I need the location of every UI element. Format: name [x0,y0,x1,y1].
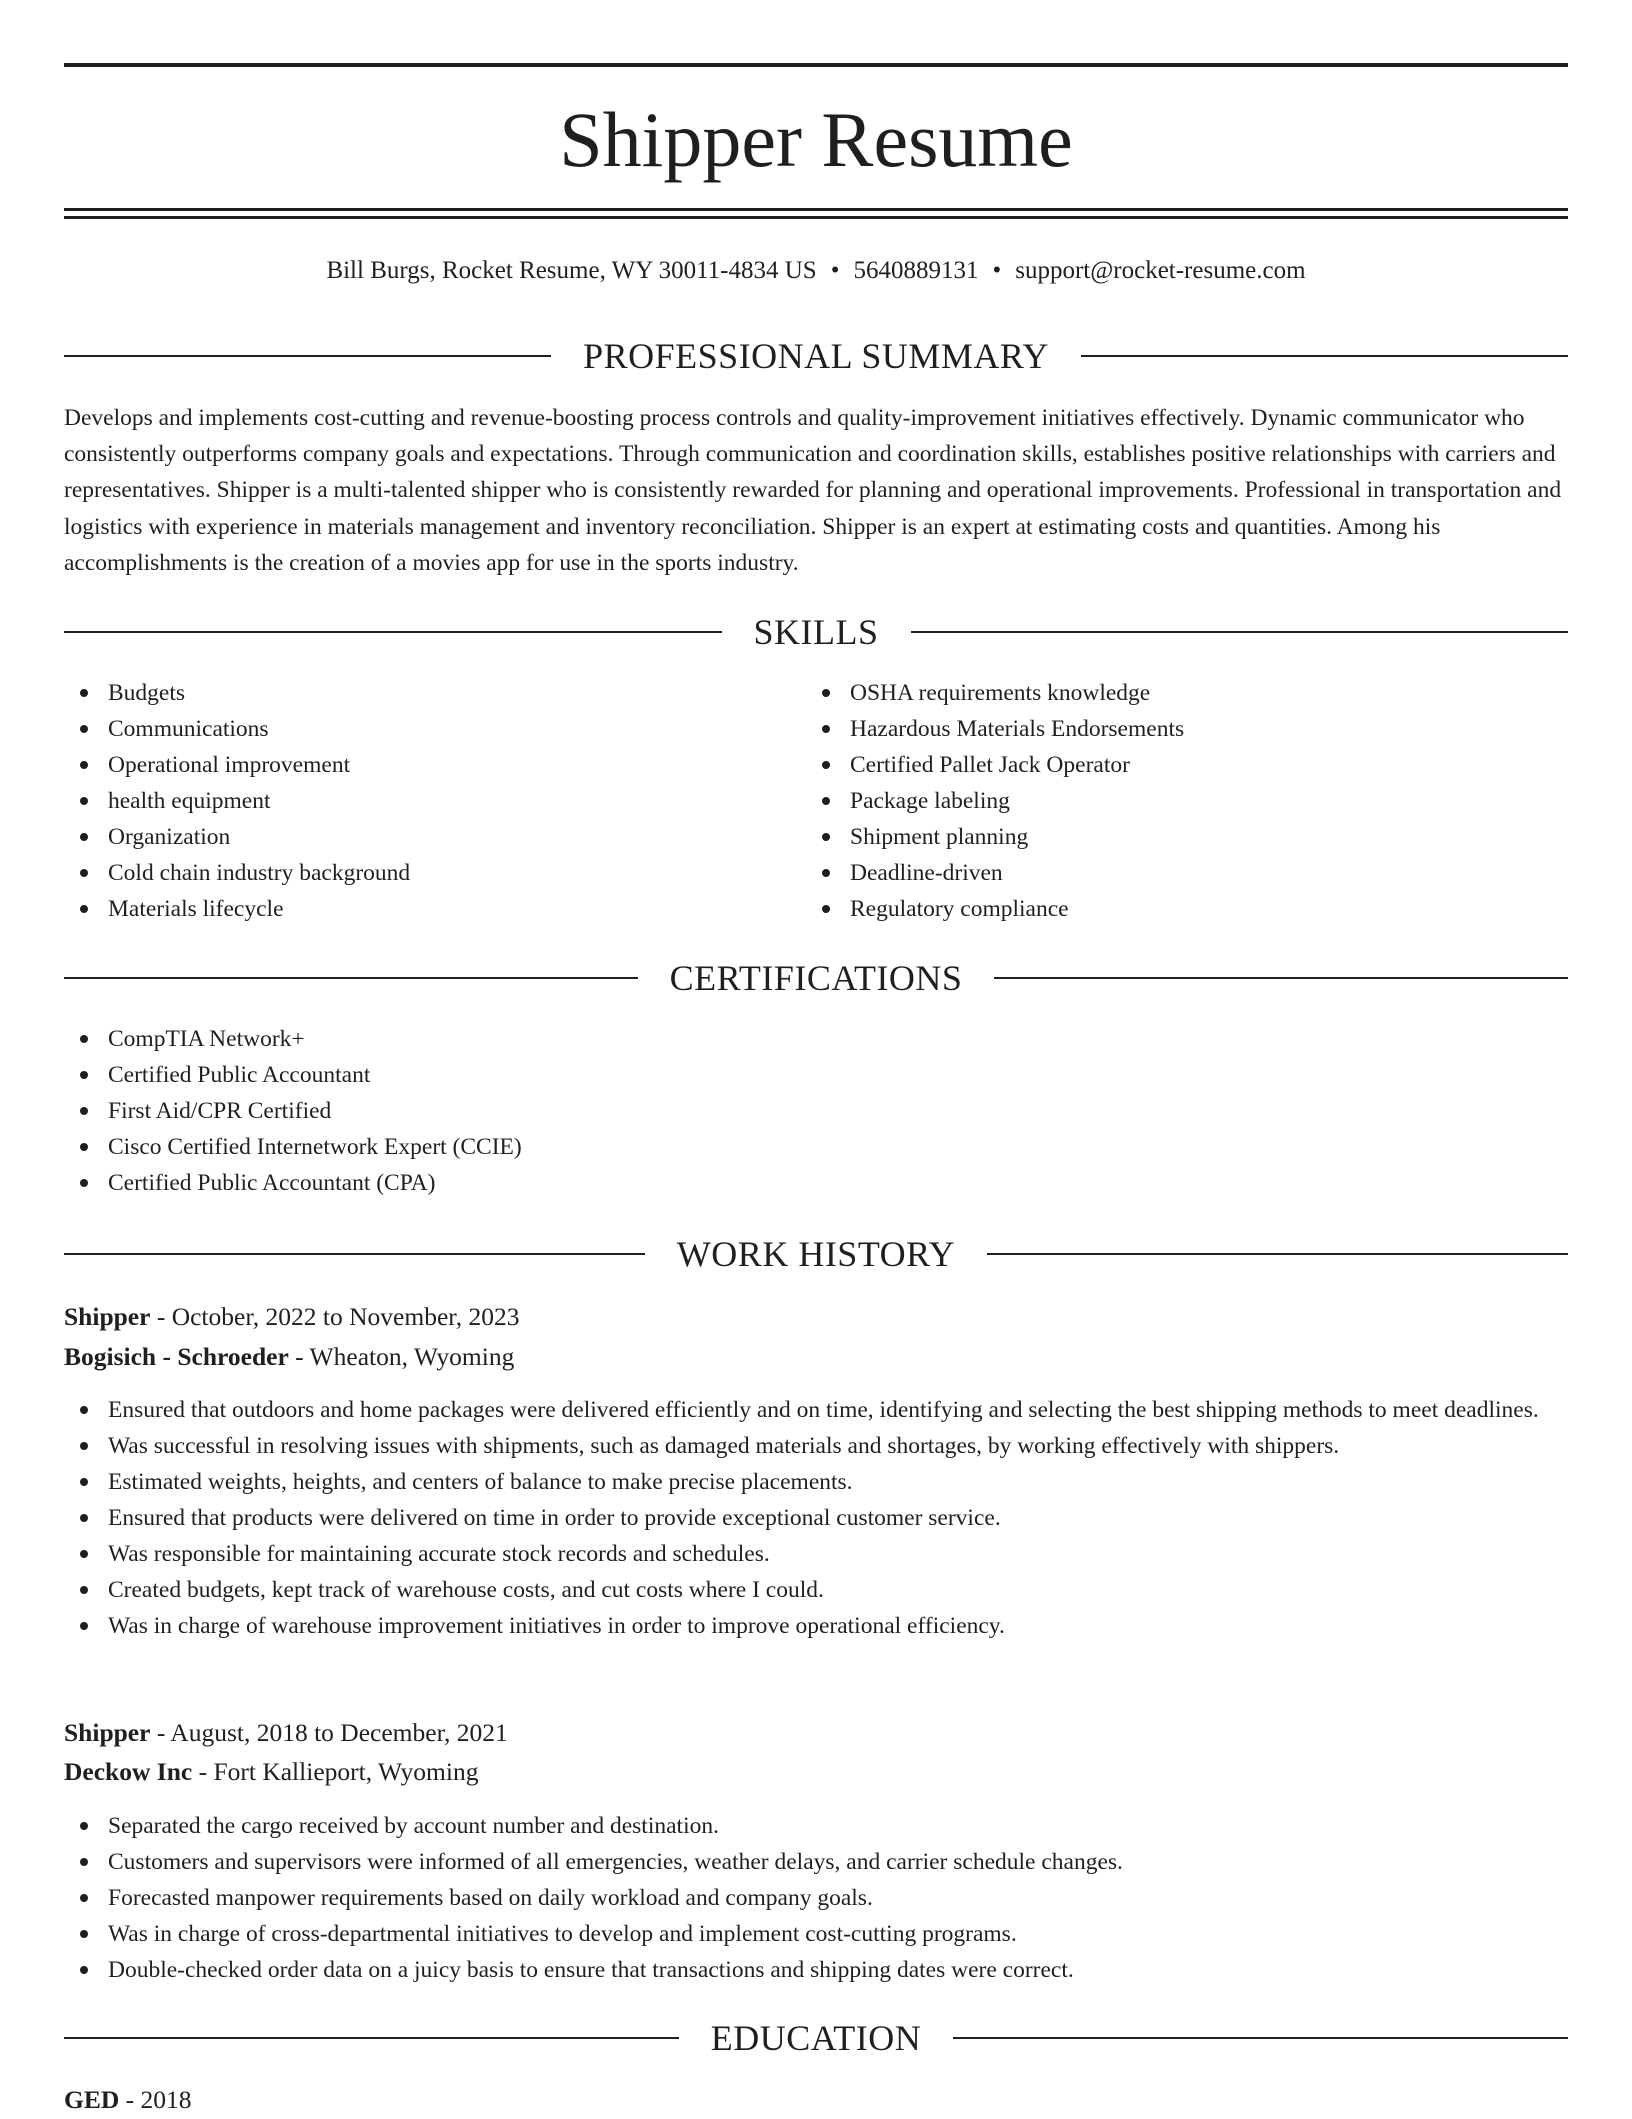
title-rule-upper [64,208,1568,211]
section-rule [64,2037,679,2039]
job-bullet: Ensured that products were delivered on time in order to provide exceptional customer service. [108,1500,1568,1536]
section-header-certifications [64,956,1568,1000]
section-title-work: WORK HISTORY [676,1234,956,1274]
contact-line [64,254,1568,288]
skill-item: Cold chain industry background [108,855,808,891]
job-company: Bogisich - Schroeder [64,1342,289,1371]
certification-item: Certified Public Accountant [108,1057,1568,1093]
job-dates: - October, 2022 to November, 2023 [150,1302,520,1331]
skills-list-left [64,675,808,927]
contact-phone: 5640889131 [853,257,979,284]
section-rule [911,631,1569,633]
skill-item: Shipment planning [850,819,1550,855]
job-bullet: Was successful in resolving issues with shipments, such as damaged materials and shortages, by working effectively with shippers. [108,1428,1568,1464]
job-bullets [64,1808,1568,1988]
education-degree: GED [64,2085,120,2114]
resume-title: Shipper Resume [559,96,1073,183]
section-rule [987,1253,1568,1255]
section-header-work [64,1232,1568,1276]
title-rule-lower [64,216,1568,219]
job-title-line [64,1714,1568,1752]
job-bullet: Was responsible for maintaining accurate stock records and schedules. [108,1536,1568,1572]
section-header-education [64,2016,1568,2060]
skill-item: Deadline-driven [850,855,1550,891]
summary-text: Develops and implements cost-cutting and revenue-boosting process controls and quality-improvement initiatives effectively. Dynamic communicator who consistently outperforms company goals and expectations. Through communication and coordination skills, establishes positive relationships with carriers and representatives. Shipper is a multi-talented shipper who is consistently rewarded for planning and operational improvements. Professional in transportation and logistics with experience in materials management and inventory reconciliation. Shipper is an expert at estimating costs and quantities. Among his accomplishments is the creation of a movies app for use in the sports industry. [64,405,1562,576]
skill-item: Package labeling [850,783,1550,819]
job-bullet: Double-checked order data on a juicy basis to ensure that transactions and shipping dates were correct. [108,1952,1568,1988]
contact-email: support@rocket-resume.com [1015,257,1306,284]
job-title: Shipper [64,1302,151,1331]
skills-list-right [806,675,1550,927]
skill-item: Budgets [108,675,808,711]
job-bullet: Was in charge of warehouse improvement initiatives in order to improve operational efficiency. [108,1608,1568,1644]
job-bullet: Was in charge of cross-departmental initiatives to develop and implement cost-cutting programs. [108,1916,1568,1952]
skill-item: Operational improvement [108,747,808,783]
job-location: - Fort Kallieport, Wyoming [192,1757,479,1786]
section-header-skills [64,610,1568,654]
section-rule [64,977,638,979]
top-rule [64,63,1568,67]
job-title-line [64,1298,1568,1336]
certifications-list [64,1021,1568,1201]
job-bullet: Forecasted manpower requirements based on daily workload and company goals. [108,1880,1568,1916]
skill-item: Certified Pallet Jack Operator [850,747,1550,783]
skill-item: health equipment [108,783,808,819]
section-rule [1081,355,1568,357]
job-bullet: Estimated weights, heights, and centers of balance to make precise placements. [108,1464,1568,1500]
section-rule [64,355,551,357]
skill-item: Communications [108,711,808,747]
job-bullet: Customers and supervisors were informed of all emergencies, weather delays, and carrier schedule changes. [108,1844,1568,1880]
job-bullet: Created budgets, kept track of warehouse costs, and cut costs where I could. [108,1572,1568,1608]
education-line [64,2081,1568,2119]
certification-item: Certified Public Accountant (CPA) [108,1165,1568,1201]
contact-separator: • [830,257,840,284]
contact-address: Bill Burgs, Rocket Resume, WY 30011-4834 US [326,257,817,284]
job-company: Deckow Inc [64,1757,193,1786]
section-rule [64,1253,645,1255]
certification-item: Cisco Certified Internetwork Expert (CCIE) [108,1129,1568,1165]
job-bullet: Separated the cargo received by account number and destination. [108,1808,1568,1844]
section-header-summary [64,334,1568,378]
job-company-line [64,1338,1568,1376]
job-bullet: Ensured that outdoors and home packages were delivered efficiently and on time, identifying and selecting the best shipping methods to meet deadlines. [108,1392,1568,1428]
section-title-education: EDUCATION [710,2018,922,2058]
certification-item: CompTIA Network+ [108,1021,1568,1057]
section-title-certifications: CERTIFICATIONS [669,958,963,998]
certification-item: First Aid/CPR Certified [108,1093,1568,1129]
section-title-skills: SKILLS [753,612,879,652]
skill-item: Regulatory compliance [850,891,1550,927]
job-location: - Wheaton, Wyoming [288,1342,515,1371]
skill-item: Hazardous Materials Endorsements [850,711,1550,747]
job-title: Shipper [64,1718,151,1747]
section-title-summary: PROFESSIONAL SUMMARY [583,336,1049,376]
job-bullets [64,1392,1568,1644]
section-rule [994,977,1568,979]
job-dates: - August, 2018 to December, 2021 [150,1718,508,1747]
section-rule [64,631,722,633]
education-year: - 2018 [119,2085,192,2114]
skill-item: Materials lifecycle [108,891,808,927]
skill-item: Organization [108,819,808,855]
job-company-line [64,1753,1568,1791]
skill-item: OSHA requirements knowledge [850,675,1550,711]
contact-separator: • [992,257,1002,284]
section-rule [953,2037,1568,2039]
